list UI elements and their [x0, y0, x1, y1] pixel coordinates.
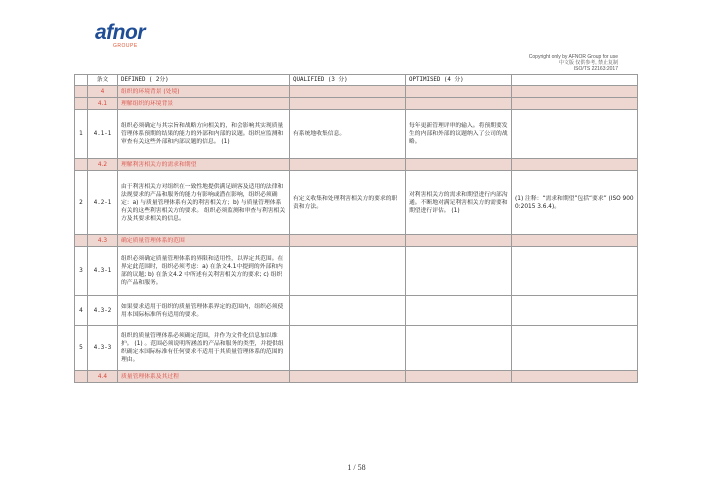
section-title: 组织的环境背景 (处境) [118, 86, 290, 98]
afnor-logo [95, 23, 145, 49]
empty-cell [406, 98, 512, 110]
row-index-cell [75, 159, 88, 171]
table-row [75, 171, 638, 235]
row-clause: 4.3-2 [88, 296, 118, 326]
logo-subtitle: GROUPE [113, 43, 138, 49]
empty-cell [406, 86, 512, 98]
note-cell [512, 326, 638, 371]
empty-cell [406, 235, 512, 247]
row-clause: 4.1-1 [88, 110, 118, 159]
defined-cell: 组织必须确定与其宗旨和战略方向相关的，和会影响其实现质量管理体系预期的结果的能力的外部和内部的议题。组织应监测和审查有关这些外部和内部议题的信息。 (1) [118, 110, 290, 159]
copyright-line: 中文版 仅供参考, 禁止复制 [558, 60, 618, 67]
defined-cell: 组织必须确定质量管理体系的界限和适用性，以界定其范围。在界定此范围时，组织必须考虑：a) 在条文4.1中提到的外部和内部的议题; b) 在条文4.2 中所述有关利害相关方的要求; c) 组织的产品和服务。 [118, 247, 290, 296]
requirements-table [74, 74, 638, 383]
section-clause: 4.1 [88, 98, 118, 110]
header-optimised: OPTIMISED (4 分) [406, 75, 512, 86]
empty-cell [512, 235, 638, 247]
table-row [75, 110, 638, 159]
header-cell [75, 75, 88, 86]
note-cell: (1) 注释：“需求和期望”包括“要求” (ISO 9000:2015 3.6.4)。 [512, 171, 638, 235]
row-index-cell [75, 371, 88, 383]
defined-cell: 组织的质量管理体系必须确定范围，并作为文件化信息加以维护。 (1) 。范围必须说明所涵盖的产品和服务的类型，并提供组织确定本国际标准有任何要求不适用于其质量管理体系的范围的理由。 [118, 326, 290, 371]
qualified-cell: 有定义收集和处理利害相关方的要求的职责和方法。 [290, 171, 406, 235]
page-number: 1 / 58 [347, 463, 366, 472]
section-clause: 4.3 [88, 235, 118, 247]
empty-cell [406, 159, 512, 171]
row-clause: 4.3-3 [88, 326, 118, 371]
section-title: 理解组织的环境背景 [118, 98, 290, 110]
copyright-line: Copyright only by AFNOR Group for use [528, 54, 618, 60]
copyright-line: ISO/TS 22163:2017 [573, 66, 618, 73]
empty-cell [512, 159, 638, 171]
header-cell [512, 75, 638, 86]
row-index: 2 [75, 171, 88, 235]
section-row [75, 371, 638, 383]
row-index: 1 [75, 110, 88, 159]
row-index: 5 [75, 326, 88, 371]
header-qualified: QUALIFIED (3 分) [290, 75, 406, 86]
row-clause: 4.3-1 [88, 247, 118, 296]
row-index: 4 [75, 296, 88, 326]
optimised-cell: 每年更新管理评审的输入。将预期要发生的内部和外部的议题纳入了公司的战略。 [406, 110, 512, 159]
section-title: 质量管理体系及其过程 [118, 371, 290, 383]
empty-cell [290, 98, 406, 110]
optimised-cell [406, 326, 512, 371]
empty-cell [290, 159, 406, 171]
header-clause: 条文 [88, 75, 118, 86]
row-index-cell [75, 98, 88, 110]
table-row [75, 326, 638, 371]
note-cell [512, 296, 638, 326]
defined-cell: 如果要求适用于组织的质量管理体系界定的范围内，组织必须使用本国际标准所有适用的要求。 [118, 296, 290, 326]
row-index-cell [75, 86, 88, 98]
section-row [75, 159, 638, 171]
optimised-cell: 对利害相关方的需求和期望进行内部沟通。不断地对满足利害相关方的需要和期望进行评估。 (1) [406, 171, 512, 235]
note-cell [512, 247, 638, 296]
section-clause: 4 [88, 86, 118, 98]
row-clause: 4.2-1 [88, 171, 118, 235]
qualified-cell [290, 296, 406, 326]
row-index-cell [75, 235, 88, 247]
section-row [75, 235, 638, 247]
section-title: 确定质量管理体系的范围 [118, 235, 290, 247]
qualified-cell [290, 326, 406, 371]
table-row [75, 247, 638, 296]
empty-cell [406, 371, 512, 383]
empty-cell [512, 371, 638, 383]
qualified-cell: 有系统地收集信息。 [290, 110, 406, 159]
note-cell [512, 110, 638, 159]
empty-cell [290, 235, 406, 247]
table-row [75, 296, 638, 326]
empty-cell [512, 86, 638, 98]
section-clause: 4.2 [88, 159, 118, 171]
logo-name: afnor [95, 21, 145, 44]
optimised-cell [406, 247, 512, 296]
section-row [75, 98, 638, 110]
row-index: 3 [75, 247, 88, 296]
optimised-cell [406, 296, 512, 326]
copyright-notice [529, 54, 618, 73]
qualified-cell [290, 247, 406, 296]
section-row [75, 86, 638, 98]
empty-cell [290, 86, 406, 98]
section-title: 理解利害相关方的需求和期望 [118, 159, 290, 171]
table-header [75, 75, 638, 86]
section-clause: 4.4 [88, 371, 118, 383]
empty-cell [290, 371, 406, 383]
defined-cell: 由于利害相关方对组织在一致性地提供满足顾客及适用的法律和法规要求的产品和服务的能力有影响或潜在影响，组织必须确定：a) 与质量管理体系有关的利害相关方；b) 与质量管理体系有关的这些利害相关方的要求。 组织必须监测和审查与利害相关方及其要求相关的信息。 [118, 171, 290, 235]
empty-cell [512, 98, 638, 110]
header-defined: DEFINED ( 2分) [118, 75, 290, 86]
